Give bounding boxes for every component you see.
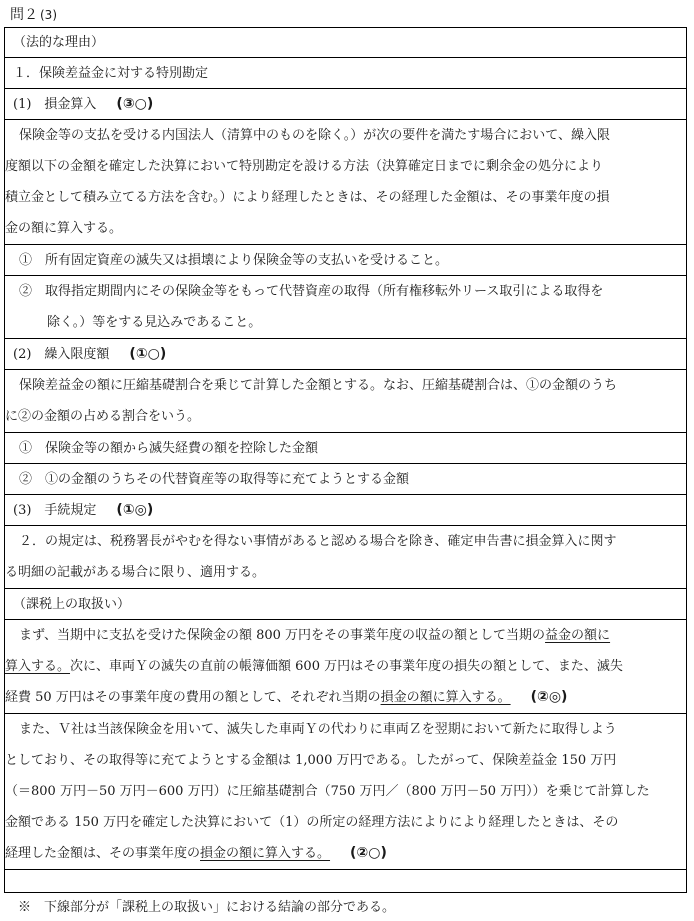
tax-p1-text: まず、当期中に支払を受けた保険金の額 800 万円をその事業年度の収益の額として当期の — [19, 628, 546, 643]
item2-definition-2: ② ①の金額のうちその代替資産等の取得等に充てようとする金額 — [5, 464, 686, 495]
tax-p1-line-1 — [19, 620, 678, 651]
item1-requirement-1: ① 所有固定資産の滅失又は損壊により保険金等の支払いを受けること。 — [5, 245, 686, 276]
section1-title: １．保険差益金に対する特別勘定 — [5, 58, 686, 89]
tax-p2-line: としており、その取得等に充てようとする金額は 1,000 万円である。したがって、保険差益金 150 万円 — [5, 753, 617, 768]
item3-header — [5, 495, 686, 526]
tax-p1-text: 経費 50 万円はその事業年度の費用の額として、それぞれ当期の — [5, 690, 381, 705]
tax-p2-line: 金額である 150 万円を確定した決算において（1）の所定の経理方法によりにより経理したときは、その — [5, 815, 619, 830]
item2-paragraph-line: に②の金額の占める割合をいう。 — [5, 409, 201, 424]
item1-paragraph — [5, 120, 686, 245]
tax-p1-line-3 — [5, 682, 678, 713]
item1-score-mark: (③○) — [116, 96, 154, 112]
item1-header — [5, 89, 686, 120]
tax-p2-text: 経理した金額は、その事業年度の — [5, 846, 201, 861]
tax-paragraph-2 — [5, 714, 686, 870]
item1-paragraph-line: 積立金として積み立てる方法を含む。）により経理したときは、その経理した金額は、その事業年度の損 — [5, 190, 610, 205]
item1-paragraph-line: 金の額に算入する。 — [5, 221, 123, 236]
item1-requirement-2 — [5, 276, 686, 339]
item3-label: (3) 手続規定 — [13, 503, 97, 518]
item2-score-mark: (①○) — [129, 346, 167, 362]
legal-reason-heading: （法的な理由） — [5, 28, 686, 58]
item2-label: (2) 繰入限度額 — [13, 347, 110, 362]
tax-p1-text: 次に、車両Ｙの滅失の直前の帳簿価額 600 万円はその事業年度の損失の額として、また、滅失 — [70, 659, 623, 674]
item1-requirement-2-line: ② 取得指定期間内にその保険金等をもって代替資産の取得（所有権移転外リース取引による取得を — [19, 284, 604, 299]
item1-label: (1) 損金算入 — [13, 97, 97, 112]
item1-paragraph-line: 保険金等の支払を受ける内国法人（清算中のものを除く。）が次の要件を満たす場合において、繰入限 — [19, 128, 610, 143]
tax-p2-line-last — [5, 838, 678, 869]
tax-p1-conclusion: 益金の額に — [545, 628, 611, 643]
tax-p2-line: （＝800 万円－50 万円－600 万円）に圧縮基礎割合（750 万円／（800 万円－50 万円））を乗じて計算した — [5, 784, 650, 799]
item2-paragraph — [5, 370, 686, 433]
footnote: ※ 下線部分が「課税上の取扱い」における結論の部分である。 — [18, 900, 396, 915]
item2-definition-1: ① 保険金等の額から滅失経費の額を控除した金額 — [5, 433, 686, 464]
answer-box — [4, 27, 687, 893]
tax-p2-conclusion: 損金の額に算入する。 — [200, 846, 331, 861]
item3-paragraph-line: ２．の規定は、税務署長がやむを得ない事情があると認める場合を除き、確定申告書に損金算入に関す — [19, 534, 617, 549]
tax-treatment-heading: （課税上の取扱い） — [5, 589, 686, 620]
item1-paragraph-line: 度額以下の金額を確定した決算において特別勘定を設ける方法（決算確定日までに剰余金の処分により — [5, 159, 604, 174]
tax-p1-line-2 — [5, 651, 678, 682]
tax-p1-score-mark: (②◎) — [530, 689, 568, 705]
tax-p1-conclusion: 算入する。 — [5, 659, 71, 674]
question-title — [10, 4, 57, 26]
item3-paragraph — [5, 526, 686, 589]
tax-p1-conclusion: 損金の額に算入する。 — [380, 690, 511, 705]
empty-row — [5, 870, 686, 900]
question-label: 問２ — [10, 7, 38, 23]
tax-paragraph-1 — [5, 620, 686, 714]
tax-p2-score-mark: (②○) — [350, 845, 387, 861]
item3-paragraph-line: る明細の記載がある場合に限り、適用する。 — [5, 565, 266, 580]
item2-paragraph-line: 保険差益金の額に圧縮基礎割合を乗じて計算した金額とする。なお、圧縮基礎割合は、①の金額のうち — [19, 378, 618, 393]
item1-requirement-2-line: 除く。）等をする見込みであること。 — [47, 315, 262, 330]
tax-p2-line: また、Ｖ社は当該保険金を用いて、滅失した車両Ｙの代わりに車両Ｚを翌期において新たに取得しよう — [19, 722, 617, 737]
item3-score-mark: (①◎) — [116, 502, 154, 518]
question-number: (3) — [40, 8, 57, 22]
item2-header — [5, 339, 686, 370]
